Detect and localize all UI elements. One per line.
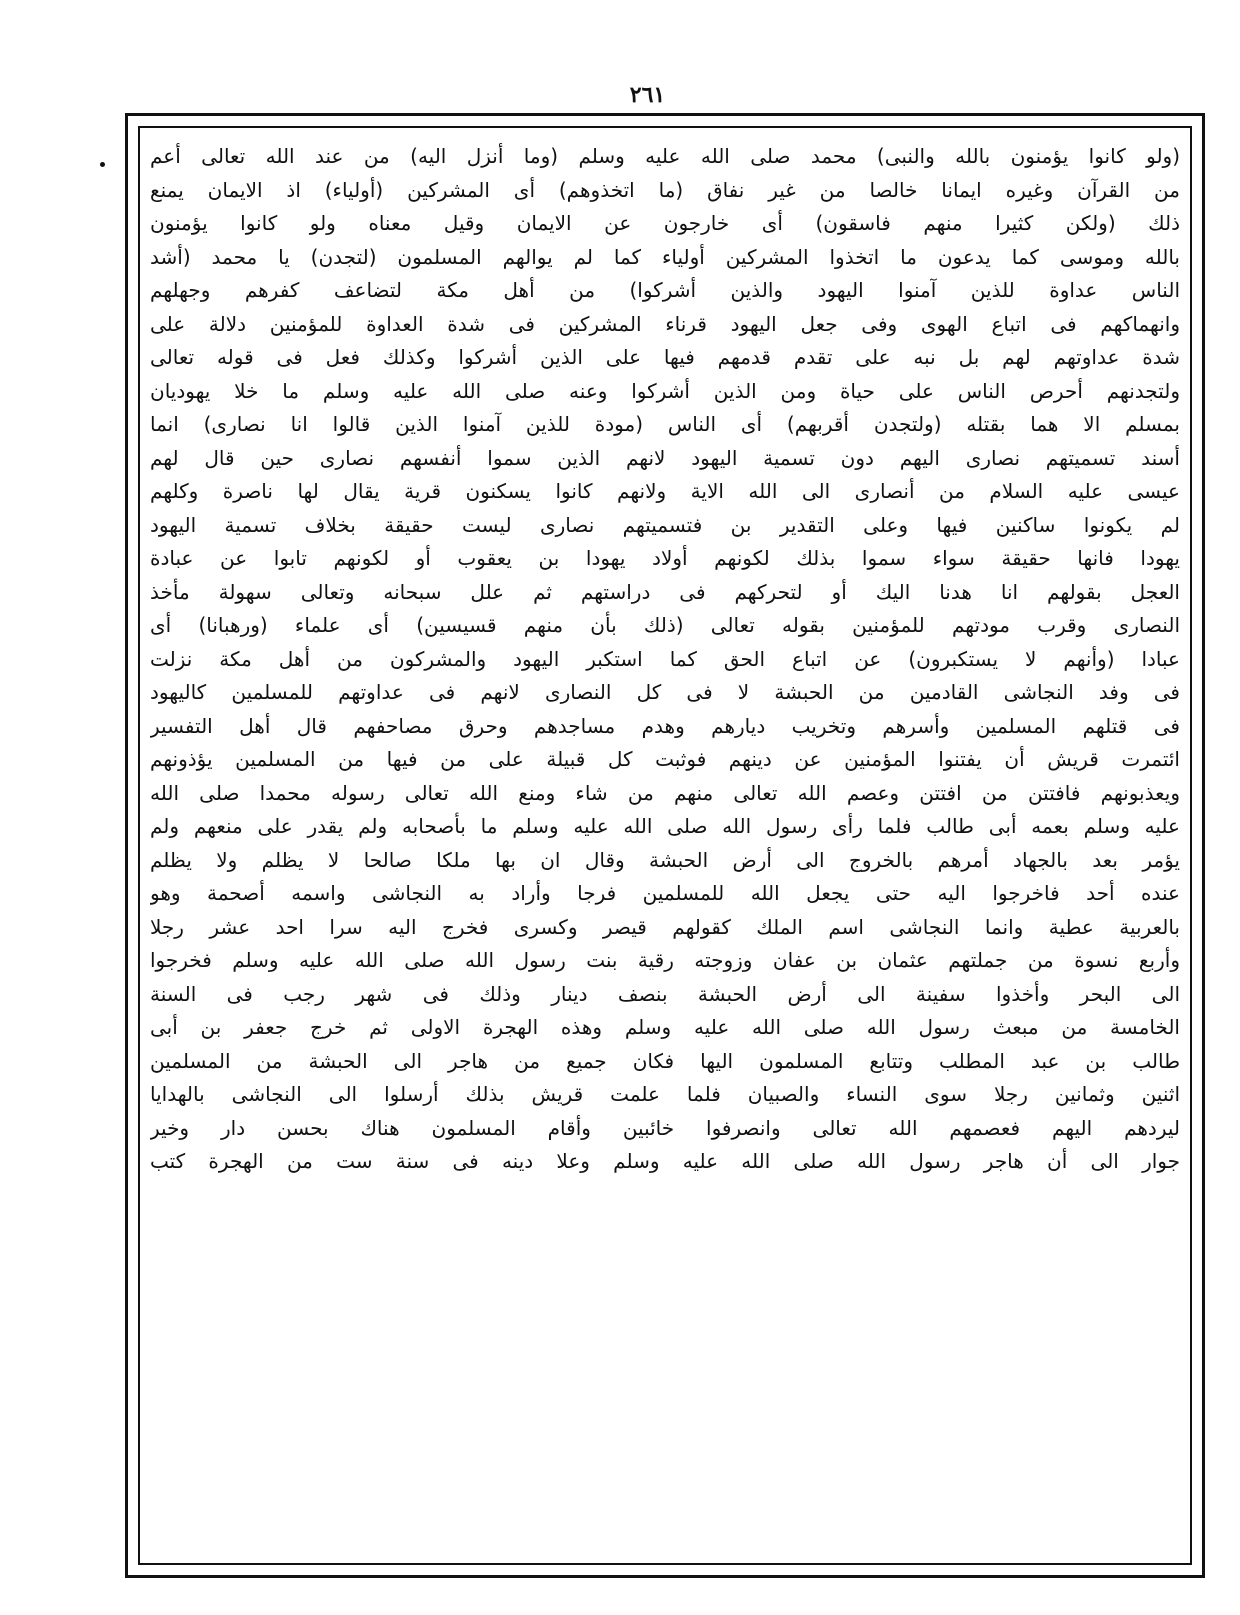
text-line: طالب بن عبد المطلب وتتابع المسلمون اليها فكان جميع من هاجر الى الحبشة من المسلمين bbox=[150, 1048, 1180, 1073]
text-line: الناس عداوة للذين آمنوا اليهود والذين أشركوا) من أهل مكة لتضاعف كفرهم وجهلهم bbox=[150, 278, 1180, 302]
text-line: اثنين وثمانين رجلا سوى النساء والصبيان فلما علمت قريش بذلك أرسلوا الى النجاشى بالهدايا bbox=[150, 1082, 1180, 1106]
text-line: ائتمرت قريش أن يفتنوا المؤمنين عن دينهم فوثبت كل قبيلة على من فيها من المسلمين يؤذونهم bbox=[150, 747, 1180, 771]
text-line: يهودا فانها حقيقة سواء سموا بذلك لكونهم أولاد يهودا بن يعقوب أو لكونهم تابوا عن عبادة bbox=[150, 546, 1180, 570]
text-line: أسند تسميتهم نصارى اليهم دون تسمية اليهود لانهم الذين سموا أنفسهم نصارى حين قال لهم bbox=[150, 445, 1180, 470]
text-line: ذلك (ولكن كثيرا منهم فاسقون) أى خارجون عن الايمان وقيل معناه ولو كانوا يؤمنون bbox=[150, 211, 1180, 235]
text-line: الى البحر وأخذوا سفينة الى أرض الحبشة بنصف دينار وذلك فى شهر رجب فى السنة bbox=[150, 981, 1180, 1006]
text-line: عليه وسلم بعمه أبى طالب فلما رأى رسول الله صلى الله عليه وسلم ما بأصحابه ولم يقدر على منعهم ولم bbox=[150, 814, 1180, 838]
text-line: ليردهم اليهم فعصمهم الله تعالى وانصرفوا خائبين وأقام المسلمون هناك بحسن دار وخير bbox=[150, 1115, 1180, 1140]
text-line: جوار الى أن هاجر رسول الله صلى الله عليه وسلم وعلا دينه فى سنة ست من الهجرة كتب bbox=[150, 1149, 1180, 1173]
text-line: وأربع نسوة من جملتهم عثمان بن عفان وزوجته رقية بنت رسول الله صلى الله عليه وسلم فخرجوا bbox=[150, 948, 1180, 972]
text-line: (ولو كانوا يؤمنون بالله والنبى) محمد صلى الله عليه وسلم (وما أنزل اليه) من عند الله تعالى أعم bbox=[150, 144, 1180, 168]
text-line: العجل بقولهم انا هدنا اليك أو لتحركهم فى دراستهم ثم علل سبحانه وتعالى سهولة مأخذ bbox=[150, 579, 1180, 604]
text-line: يؤمر بعد بالجهاد أمرهم بالخروج الى أرض الحبشة وقال ان بها ملكا صالحا لا يظلم ولا يظلم bbox=[150, 847, 1180, 872]
text-line: بالعربية عطية وانما النجاشى اسم الملك كقولهم قيصر وكسرى فخرج اليه سرا احد عشر رجلا bbox=[150, 914, 1180, 939]
text-line: عبادا (وأنهم لا يستكبرون) عن اتباع الحق كما استكبر اليهود والمشركون من أهل مكة نزلت bbox=[150, 646, 1180, 671]
text-line: بالله وموسى كما يدعون ما اتخذوا المشركين أولياء كما لم يوالهم المسلمون (لتجدن) يا محمد (أشد bbox=[150, 244, 1180, 269]
page-number: ٢٦١ bbox=[629, 82, 666, 108]
text-line: شدة عداوتهم لهم بل نبه على تقدم قدمهم فيها على الذين أشركوا وكذلك فعل فى قوله تعالى bbox=[150, 345, 1180, 369]
text-line: ويعذبونهم فافتتن من افتتن وعصم الله تعالى منهم من شاء ومنع الله تعالى رسوله محمدا صلى الله bbox=[150, 780, 1180, 805]
margin-dot bbox=[100, 162, 105, 167]
text-line: الخامسة من مبعث رسول الله صلى الله عليه وسلم وهذه الهجرة الاولى ثم خرج جعفر بن أبى bbox=[150, 1015, 1180, 1039]
text-line: بمسلم الا هما بقتله (ولتجدن أقربهم) أى الناس (مودة للذين آمنوا الذين قالوا انا نصارى) انما bbox=[150, 412, 1180, 436]
text-line: فى وفد النجاشى القادمين من الحبشة لا فى كل النصارى لانهم فى عداوتهم للمسلمين كاليهود bbox=[150, 680, 1180, 704]
text-line: من القرآن وغيره ايمانا خالصا من غير نفاق (ما اتخذوهم) أى المشركين (أولياء) اذ الايمان يمنع bbox=[150, 177, 1180, 202]
text-line: فى قتلهم المسلمين وأسرهم وتخريب ديارهم وهدم مساجدهم وحرق مصاحفهم قال أهل التفسير bbox=[150, 713, 1180, 738]
text-line: لم يكونوا ساكنين فيها وعلى التقدير بن فتسميتهم نصارى ليست حقيقة بخلاف تسمية اليهود bbox=[150, 512, 1180, 537]
text-line: عنده أحد فاخرجوا اليه حتى يجعل الله للمسلمين فرجا وأراد به النجاشى واسمه أصحمة وهو bbox=[150, 881, 1180, 905]
text-line: وانهماكهم فى اتباع الهوى وفى جعل اليهود قرناء المشركين فى شدة العداوة للمؤمنين دلالة على bbox=[150, 311, 1180, 336]
text-line: عيسى عليه السلام من أنصارى الى الله الاية ولانهم كانوا يسكنون قرية يقال لها ناصرة وكلهم bbox=[150, 479, 1180, 503]
commentary-text bbox=[150, 140, 1180, 1179]
text-line: النصارى وقرب مودتهم للمؤمنين بقوله تعالى (ذلك بأن منهم قسيسين) أى علماء (ورهبانا) أى bbox=[150, 613, 1180, 637]
text-line: ولتجدنهم أحرص الناس على حياة ومن الذين أشركوا وعنه صلى الله عليه وسلم ما خلا يهوديان bbox=[150, 378, 1180, 403]
